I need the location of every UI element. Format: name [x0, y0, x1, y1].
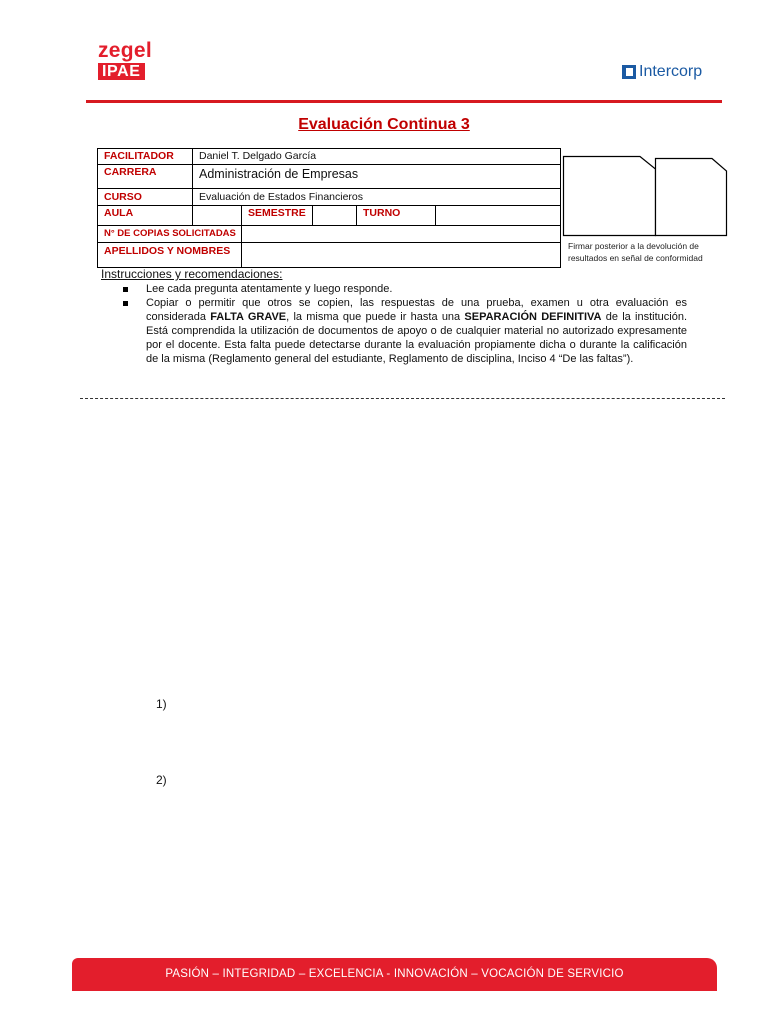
carrera-value: Administración de Empresas: [199, 167, 359, 181]
falta-grave-text: FALTA GRAVE: [210, 311, 287, 323]
carrera-label: CARRERA: [98, 165, 193, 188]
curso-value: Evaluación de Estados Financieros: [199, 191, 364, 203]
apellidos-value[interactable]: [242, 243, 560, 267]
instruction-item: [123, 296, 687, 366]
row-facilitador: [97, 148, 561, 164]
instruction-text-2a: Copiar o permitir que otros se copien, las respuestas de una prueba, examen u otra evaluación es considerada: [146, 297, 687, 323]
turno-label: TURNO: [357, 206, 436, 225]
header-divider: [86, 100, 722, 103]
signature-note: Firmar posterior a la devolución de resultados en señal de conformidad: [568, 241, 703, 263]
aula-value[interactable]: [193, 206, 242, 225]
copias-label: N° DE COPIAS SOLICITADAS: [98, 226, 242, 242]
curso-label: CURSO: [98, 189, 193, 205]
question-1-number: 1): [156, 697, 167, 711]
dashed-separator: [80, 398, 725, 399]
signature-box-left[interactable]: [562, 155, 658, 237]
intercorp-mark-icon: [622, 65, 636, 79]
facilitador-value: Daniel T. Delgado García: [199, 150, 317, 162]
aula-label: AULA: [98, 206, 193, 225]
instruction-text-1: Lee cada pregunta atentamente y luego responde.: [146, 283, 393, 295]
intercorp-logo-text: Intercorp: [639, 63, 703, 80]
document-title: Evaluación Continua 3: [298, 116, 470, 133]
question-2-number: 2): [156, 773, 167, 787]
apellidos-label: APELLIDOS Y NOMBRES: [98, 243, 242, 267]
row-aula-semestre-turno: [97, 205, 561, 225]
instruction-item: [123, 282, 687, 296]
logo-zegel-text: zegel: [98, 39, 153, 62]
zegel-ipae-logo: [98, 40, 152, 81]
semestre-value[interactable]: [313, 206, 357, 225]
instructions-list: [123, 282, 687, 366]
semestre-label: SEMESTRE: [242, 206, 313, 225]
instruction-text-2c: de la institución. Está comprendida la utilización de documentos de apoyo o de cualquier material no autorizado expresamente por el docente. Esta falta puede detectarse durante la evaluación propiamente dicha o durante la calificación de la misma (Reglamento general del estudiante, Reglamento de disciplina, Inciso 4 “De las faltas”).: [146, 311, 688, 365]
turno-value[interactable]: [436, 206, 560, 225]
row-copias: [97, 225, 561, 242]
intercorp-logo: [622, 64, 702, 80]
copias-value[interactable]: [242, 226, 560, 242]
logo-ipae-text: IPAE: [98, 63, 145, 80]
facilitador-label: FACILITADOR: [98, 149, 193, 164]
bullet-square-icon: [123, 287, 128, 292]
row-carrera: [97, 164, 561, 188]
separacion-definitiva-text: SEPARACIÓN DEFINITIVA: [464, 311, 602, 323]
instructions-title: Instrucciones y recomendaciones:: [101, 267, 283, 281]
row-curso: [97, 188, 561, 205]
bullet-square-icon: [123, 301, 128, 306]
row-apellidos: [97, 242, 561, 268]
signature-box-right[interactable]: [654, 157, 728, 237]
footer-values-banner: PASIÓN – INTEGRIDAD – EXCELENCIA - INNOVACIÓN – VOCACIÓN DE SERVICIO: [72, 958, 717, 991]
instruction-text-2b: , la misma que puede ir hasta una: [286, 311, 465, 323]
